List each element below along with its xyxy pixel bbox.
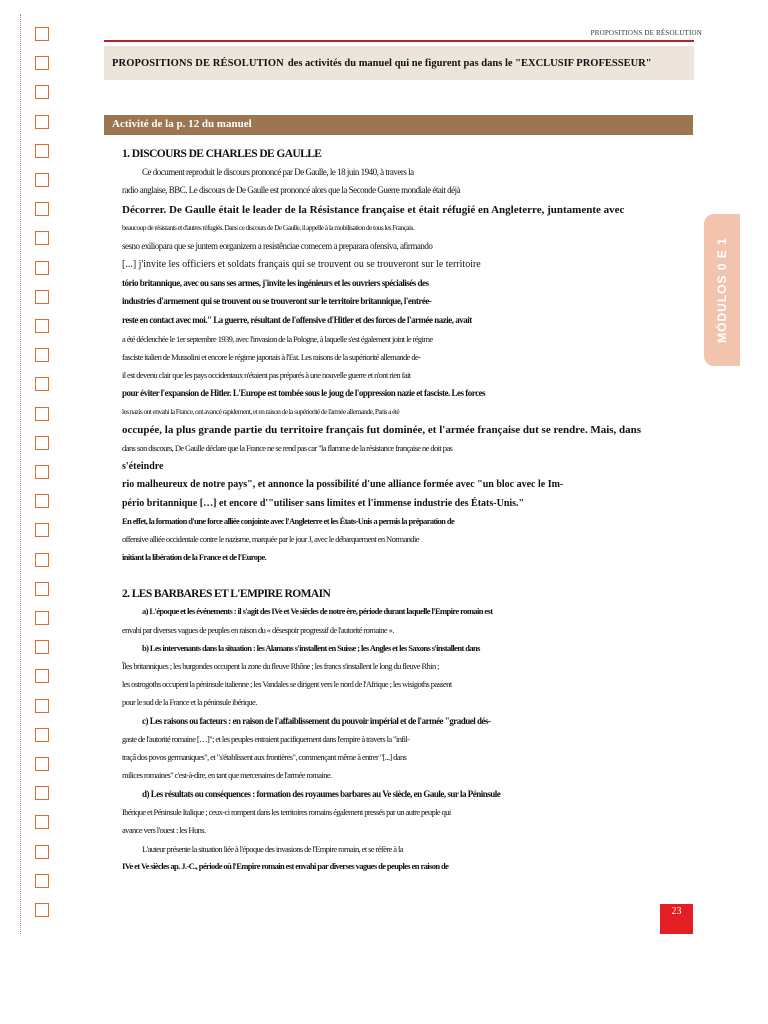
text-line: radio anglaise, BBC. Le discours de De Gaulle est prononcé alors que la Seconde Guerre mondiale était déjà bbox=[122, 185, 461, 195]
text-line: milices romaines" c'est-à-dire, en tant que mercenaires de l'armée romaine. bbox=[122, 770, 332, 780]
margin-checkbox bbox=[35, 465, 49, 479]
text-line: b) Les intervenants dans la situation : les Alamans s'installent en Suisse ; les Angles et les Saxons s'installent dans bbox=[142, 643, 480, 653]
margin-checkbox bbox=[35, 553, 49, 567]
margin-checkbox bbox=[35, 874, 49, 888]
margin-checkbox bbox=[35, 56, 49, 70]
text-line: dans son discours, De Gaulle déclare que la France ne se rend pas car "la flamme de la résistance française ne doit pas bbox=[122, 443, 453, 453]
margin-checkbox bbox=[35, 582, 49, 596]
text-line: Ibérique et Péninsule Italique ; ceux-ci rompent dans les territoires romains également pressés par un autre peuple qui bbox=[122, 807, 451, 817]
margin-checkbox bbox=[35, 348, 49, 362]
margin-checkbox bbox=[35, 728, 49, 742]
margin-dotted-rule bbox=[20, 14, 21, 934]
text-line: occupée, la plus grande partie du territoire français fut dominée, et l'armée française dut se rendre. Mais, dans bbox=[122, 424, 642, 436]
text-line: IVe et Ve siècles ap. J.-C., période où l'Empire romain est envahi par diverses vagues de peuples en raison de bbox=[122, 861, 449, 871]
margin-checkbox bbox=[35, 144, 49, 158]
text-line: a été déclenchée le 1er septembre 1939, avec l'invasion de la Pologne, à laquelle s'est également joint le régime bbox=[122, 334, 433, 344]
text-line: beaucoup de résistants et d'autres réfugiés. Dans ce discours de De Gaulle, il appelle à la mobilisation de tous les Français. bbox=[122, 223, 415, 232]
text-line: L'auteur présente la situation liée à l'époque des invasions de l'Empire romain, et se réfère à la bbox=[142, 844, 403, 854]
text-line: envahi par diverses vagues de peuples en raison du « désespoir progressif de l'autorité romaine ». bbox=[122, 625, 394, 635]
text-line: Ce document reproduit le discours prononcé par De Gaulle, le 18 juin 1940, à travers la bbox=[142, 167, 414, 177]
side-tab-label: MÓDULOS 0 E 1 bbox=[715, 237, 729, 343]
text-line: reste en contact avec moi." La guerre, résultant de l'offensive d'Hitler et des forces de l'armée nazie, avait bbox=[122, 315, 472, 325]
section-bar: Activité de la p. 12 du manuel bbox=[104, 115, 693, 135]
text-line: [...] j'invite les officiers et soldats français qui se trouvent ou se trouveront sur le territoire bbox=[122, 259, 481, 270]
heading-barbares: 2. LES BARBARES ET L'EMPIRE ROMAIN bbox=[122, 588, 331, 600]
text-line: s'éteindre bbox=[122, 461, 164, 472]
margin-checkbox bbox=[35, 669, 49, 683]
text-line: il est devenu clair que les pays occidentaux n'étaient pas préparés à une nouvelle guerre et n'ont rien fait bbox=[122, 370, 411, 380]
margin-checkbox bbox=[35, 27, 49, 41]
margin-checkbox bbox=[35, 115, 49, 129]
margin-checkbox bbox=[35, 845, 49, 859]
text-line: rio malheureux de notre pays", et annonce la possibilité d'une alliance formée avec "un bloc avec le Im- bbox=[122, 479, 564, 490]
margin-checkbox bbox=[35, 407, 49, 421]
margin-checkbox bbox=[35, 786, 49, 800]
margin-checkbox bbox=[35, 290, 49, 304]
text-line: pour éviter l'expansion de Hitler. L'Europe est tombée sous le joug de l'oppression nazie et fasciste. Les forces bbox=[122, 388, 486, 398]
text-line: Îles britanniques ; les burgondes occupent la zone du fleuve Rhône ; les francs s'installent le long du fleuve Rhin ; bbox=[122, 661, 439, 671]
margin-checkbox bbox=[35, 903, 49, 917]
text-line: pour le sud de la France et la péninsule ibérique. bbox=[122, 697, 257, 707]
banner-subtitle: des activités du manuel qui ne figurent pas dans le "EXCLUSIF PROFESSEUR" bbox=[287, 57, 652, 69]
title-banner bbox=[104, 46, 694, 80]
margin-checkbox bbox=[35, 85, 49, 99]
margin-checkbox bbox=[35, 202, 49, 216]
text-line: c) Les raisons ou facteurs : en raison de l'affaiblissement du pouvoir impérial et de l'armée "graduel dés- bbox=[142, 716, 491, 726]
side-tab bbox=[704, 214, 740, 366]
margin-checkbox bbox=[35, 523, 49, 537]
margin-checkbox bbox=[35, 231, 49, 245]
text-line: Décorrer. De Gaulle était le leader de la Résistance française et était réfugié en Angleterre, juntamente avec bbox=[122, 204, 625, 216]
text-line: sesno exiliopara que se juntem eorganizem a resistênciae comecem a prepararа ofensiva, afirmando bbox=[122, 241, 433, 251]
text-line: En effet, la formation d'une force alliée conjointe avec l'Angleterre et les États-Unis a permis la préparation de bbox=[122, 516, 455, 526]
banner-title: PROPOSITIONS DE RÉSOLUTION bbox=[112, 57, 284, 69]
text-line: d) Les résultats ou conséquences : formation des royaumes barbares au Ve siècle, en Gaule, sur la Péninsule bbox=[142, 789, 501, 799]
margin-checkbox bbox=[35, 261, 49, 275]
text-line: fasciste italien de Mussolini et encore le régime japonais à l'Est. Les raisons de la supériorité allemande de- bbox=[122, 352, 421, 362]
text-line: initiant la libération de la France et de l'Europe. bbox=[122, 552, 267, 562]
margin-checkbox bbox=[35, 757, 49, 771]
header-rule bbox=[104, 40, 694, 42]
margin-checkbox bbox=[35, 640, 49, 654]
margin-checkbox bbox=[35, 173, 49, 187]
margin-checkbox bbox=[35, 436, 49, 450]
page-number: 23 bbox=[660, 904, 693, 934]
margin-checkbox bbox=[35, 699, 49, 713]
running-head: PROPOSITIONS DE RÉSOLUTION bbox=[590, 29, 702, 37]
text-line: les ostrogoths occupent la péninsule italienne ; les Vandales se dirigent vers le nord de l'Afrique ; les wisigoths passent bbox=[122, 679, 452, 689]
text-line: gaste de l'autorité romaine […]"; et les peuples entraient pacifiquement dans l'empire à travers la "infil- bbox=[122, 734, 410, 744]
margin-checkbox bbox=[35, 611, 49, 625]
text-line: les nazis ont envahi la France, ont avancé rapidement, et en raison de la supériorité de l'armée allemande, Paris a été bbox=[122, 407, 400, 416]
text-line: a) L'époque et les événements : il s'agit des IVe et Ve siècles de notre ère, période durant laquelle l'Empire romain est bbox=[142, 606, 493, 616]
margin-checkbox bbox=[35, 494, 49, 508]
text-line: offensive alliée occidentale contre le nazisme, marquée par le jour J, avec le débarquement en Normandie bbox=[122, 534, 419, 544]
text-line: avance vers l'ouest : les Huns. bbox=[122, 825, 206, 835]
margin-checkbox bbox=[35, 815, 49, 829]
margin-checkbox bbox=[35, 319, 49, 333]
text-line: industries d'armement qui se trouvent ou se trouveront sur le territoire britannique, l'entrée- bbox=[122, 296, 432, 306]
text-line: pério britannique […] et encore d'"utiliser sans limites et l'immense industrie des États-Unis." bbox=[122, 498, 525, 509]
text-line: traçã dos povos germaniques", et "s'établissent aux frontières", commençant même à entrer "[...] dans bbox=[122, 752, 407, 762]
margin-checkbox bbox=[35, 377, 49, 391]
heading-discours: 1. DISCOURS DE CHARLES DE GAULLE bbox=[122, 148, 322, 160]
text-line: tório britannique, avec ou sans ses armes, j'invite les ingénieurs et les ouvriers spécialisés des bbox=[122, 278, 429, 288]
